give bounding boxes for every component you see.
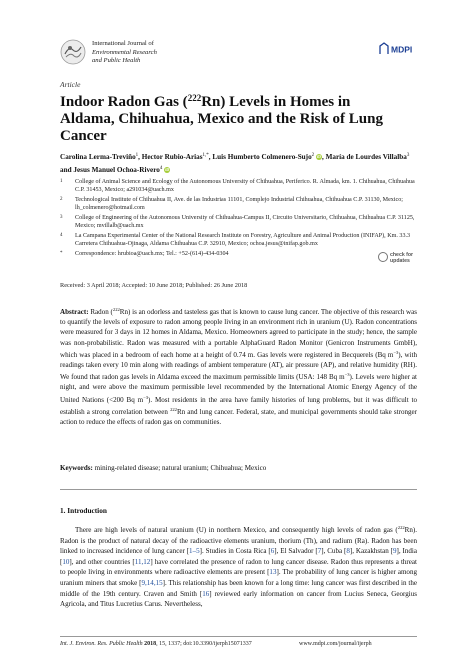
author-name[interactable]: María de Lourdes Villalba [325,153,407,161]
author-list: Carolina Lerma-Treviño$^1$, Hector Rubio-Arias$^{1,*}$, Luis Humberto Colmenero-Sujo$^2$ iD, María de Lourdes Villalba$^3$ and Jesus Manuel Ochoa-Rivero$^4$ iD [60,153,410,175]
abstract-superscript: −3 [344,372,350,378]
intro-text: ] have correlated the presence of radon to lung cancer disease. Radon thus represents a threat to people living in environments where radioactive elements are present [ [60,557,417,577]
footer-doi[interactable]: , 15, 1337; doi:10.3390/ijerph15071337 [156,641,252,647]
intro-text: ], El Salvador [ [274,547,318,556]
journal-logo [60,39,86,65]
abstract [60,305,417,427]
publication-dates: Received: 3 April 2018; Accepted: 10 June 2018; Published: 26 June 2018 [60,282,248,289]
affiliation-text: Technological Institute of Chihuahua II, Ave. de las Industrias 11101, Complejo Industrial Chihuahua, Chihuahua C.P. 31130, Mexico; lh_colmenero@hotmail.com [75,197,403,212]
affiliation-list [60,178,415,260]
abstract-text: ). Most residents in the area have family histories of lung problems, but it was difficult to establish a strong correlation between [60,395,417,416]
mdpi-logo [377,41,415,57]
abstract-superscript: −3 [393,349,399,355]
abstract-text: ). Levels were higher at night, and were above the maximum permissible level recommended by the International Atomic Energy Agency of the United Nations (<200 Bq m [60,373,417,404]
correspondence-item [60,250,415,258]
affiliation-item [60,232,415,249]
intro-text: ], India [ [60,547,417,566]
journal-name-line1: International Journal of [92,40,154,47]
section-heading: 1. Introduction [60,506,107,515]
footer-journal-url[interactable]: www.mdpi.com/journal/ijerph [299,641,372,647]
check-updates-line1: check for [390,252,414,258]
check-updates-label [390,252,413,264]
citation-link[interactable]: 8 [346,547,350,556]
introduction-paragraph [60,523,417,610]
keywords [60,463,417,473]
affiliation-item [60,214,415,231]
article-title [60,90,400,144]
affiliation-item [60,196,415,213]
citation-link[interactable]: 1–5 [189,547,200,556]
footer-divider [60,636,417,637]
affiliation-number: 1 [60,179,63,184]
check-updates-icon [378,252,388,262]
author-affiliation-mark: 4 [159,166,163,172]
abstract-label: Abstract: [60,308,89,316]
journal-name-line2: Environmental Research [92,48,157,56]
abstract-text: Rn) is an odorless and tasteless gas that is known to cause lung cancer. The objective of this research was to quantify the levels of exposure to radon among people living in an environment rich in uranium (U). Radon concentrations were measured for 3 days in 12 homes in Aldama, Mexico. Homeowners agreed to participate in the study; hence, the sample was non-probabilistic. Radon was measured with a portable AlphaGuard Radon Monitor (Genicron Instruments GmbH), which was placed in a bedroom of each home at a height of 0.74 m. Gas levels were registered in Becquerels (Bq m [60,308,417,359]
footer-year: 2018 [144,641,157,647]
section-divider [60,489,417,490]
intro-text: ], Cuba [ [321,547,347,556]
abstract-text: Radon ( [88,308,113,316]
author-affiliation-mark: 1 [135,153,139,158]
citation-link[interactable]: 9,14,15 [141,578,163,587]
orcid-icon[interactable]: iD [316,154,321,159]
citation-link[interactable]: 7 [317,547,322,556]
intro-text: Rn). Radon is the product of natural decay of the radioactive elements uranium, thorium (Th), and radium (Ra). Radon has been linked to increased incidence of lung cancer [ [60,526,417,556]
affiliation-text: La Campana Experimental Center of the National Research Institute on Forestry, Agriculture and Animal Production (INIFAP), Km. 33.3 Carretera Chihuahua-Ojinaga, Aldama Chihuahua C.P. 32910, Mexico; ochoa.jesus@inifap.gob.mx [75,233,411,248]
journal-name-line3: and Public Health [92,57,141,65]
citation-link[interactable]: 13 [269,568,277,577]
author-name[interactable]: Jesus Manuel Ochoa-Rivero [73,166,160,175]
intro-text: ]. The probability of lung cancer is higher among uranium miners that smoke [ [60,568,417,587]
author-name[interactable]: Hector Rubio-Arias [141,153,203,161]
correspondence-text: Correspondence: hrubioa@uach.mx; Tel.: +52-(614)-434-0304 [75,251,229,257]
intro-text: ], Kazakhstan [ [349,547,393,556]
citation-link[interactable]: 6 [270,547,275,556]
intro-text: There are high levels of natural uranium (U) in northern Mexico, and consequently high levels of radon gas ( [75,526,398,534]
affiliation-number: 4 [60,233,63,238]
intro-text: ] reviewed early information on cancer from Lucius Seneca, Georgius Agricola, and Titus Lucretius Carus. Nevertheless, [60,589,417,609]
citation-link[interactable]: 9 [392,547,397,556]
check-updates-line2: updates [390,258,410,264]
affiliation-number: 3 [60,215,63,220]
affiliation-number: 2 [60,197,63,202]
citation-link[interactable]: 10 [62,557,70,566]
affiliation-item [60,178,415,195]
abstract-text: Rn and lung cancer. Federal, state, and municipal governments should take stronger action to reduce the effects of radon gas on communities. [60,407,417,427]
title-part-2: Rn) Levels in Homes in Aldama, Chihuahua, Mexico and the Risk of Lung Cancer [60,94,383,144]
orcid-icon[interactable]: iD [165,167,170,173]
check-for-updates-badge[interactable] [378,250,414,272]
mdpi-logo-text: MDPI [391,44,413,55]
affiliation-text: College of Animal Science and Ecology of the Autonomous University of Chihuahua, Periferico. R. Almada, km. 1. Chihuahua, Chihuahua C.P. 31453, Mexico; a291034@uach.mx [75,179,415,194]
keywords-label: Keywords: [60,464,93,472]
citation-link[interactable]: 11,12 [134,557,151,566]
abstract-text: ), with readings taken every 10 min along with readings of ambient temperature (AT), air pressure (AP), and relative humidity (RH). We found that radon gas levels in Aldama exceed the maximum permissible limits (USA: 148 Bq m [60,350,417,382]
footer-citation [60,641,252,647]
abstract-superscript: 222 [112,307,120,312]
author-affiliation-mark: 3 [406,153,410,158]
intro-text: ]. Studies in Costa Rica [ [199,547,271,556]
article-type: Article [60,80,81,89]
intro-text: ], and other countries [ [69,557,135,566]
intro-superscript: 222 [397,525,405,530]
abstract-superscript: 222 [170,406,177,412]
title-part-1: Indoor Radon Gas ( [60,94,188,110]
footer-journal: Int. J. Environ. Res. Public Health [60,641,143,647]
journal-name [92,40,282,66]
title-superscript: 222 [187,93,202,103]
author-affiliation-mark: 1,* [202,153,209,158]
affiliation-text: College of Engineering of the Autonomous University of Chihuahua-Campus II, Circuito Universitario, Chihuahua, Chihuahua C.P. 31125, Mexico; mvillalb@uach.mx [75,215,415,230]
intro-text: ]. This relationship has been known for a long time: lung cancer was first described in the middle of the 19th century. Craven and Smith [ [60,578,418,598]
abstract-superscript: −3 [143,394,148,400]
author-name[interactable]: Luis Humberto Colmenero-Sujo [212,153,312,161]
author-name[interactable]: Carolina Lerma-Treviño [60,153,136,161]
citation-link[interactable]: 16 [202,589,210,598]
author-affiliation-mark: 2 [311,153,315,158]
keywords-text: mining-related disease; natural uranium; Chihuahua; Mexico [92,464,267,472]
correspondence-mark: * [60,251,63,256]
